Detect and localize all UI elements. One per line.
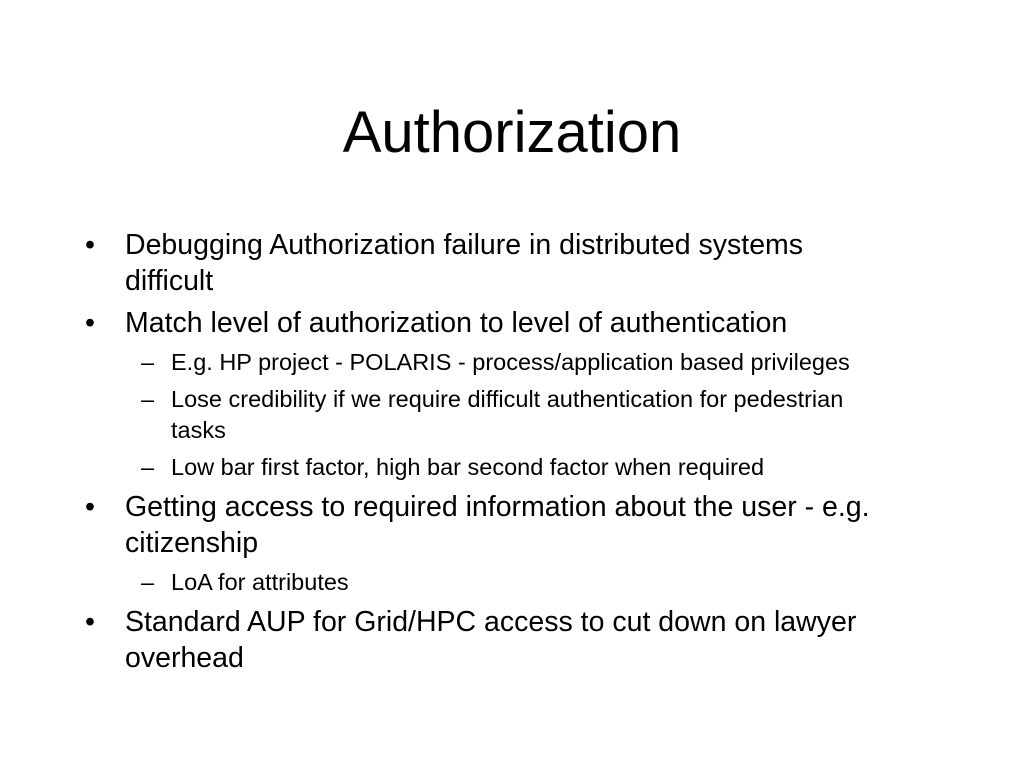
sub-bullet-text: E.g. HP project - POLARIS - process/application based privileges [171,349,850,375]
bullet-item [85,489,945,561]
sub-bullet-text: Lose credibility if we require difficult authentication for pedestrian tasks [171,386,844,443]
sub-bullet-text: LoA for attributes [171,569,349,595]
bullet-marker: • [85,491,95,523]
bullet-item [85,604,915,676]
bullet-text: Debugging Authorization failure in distributed systems difficult [125,229,804,297]
bullet-marker: • [85,307,95,339]
sub-bullet-marker: – [141,349,155,375]
slide-title: Authorization [342,100,682,165]
bullet-list [85,227,945,682]
bullet-text: Match level of authorization to level of authentication [125,307,788,339]
sub-bullet-marker: – [141,386,155,412]
sub-bullet-marker: – [141,454,155,480]
bullet-text: Getting access to required information about the user - e.g. citizenship [125,491,870,559]
sub-bullet-item [85,384,861,446]
bullet-item [85,305,945,341]
sub-bullet-item [85,567,945,598]
sub-bullet-text: Low bar first factor, high bar second factor when required [171,454,765,480]
sub-bullet-item [85,347,881,378]
bullet-marker: • [85,606,95,638]
sub-bullet-marker: – [141,569,155,595]
bullet-marker: • [85,229,95,261]
bullet-text: Standard AUP for Grid/HPC access to cut down on lawyer overhead [125,606,857,674]
sub-bullet-item [85,452,945,483]
bullet-item [85,227,825,299]
